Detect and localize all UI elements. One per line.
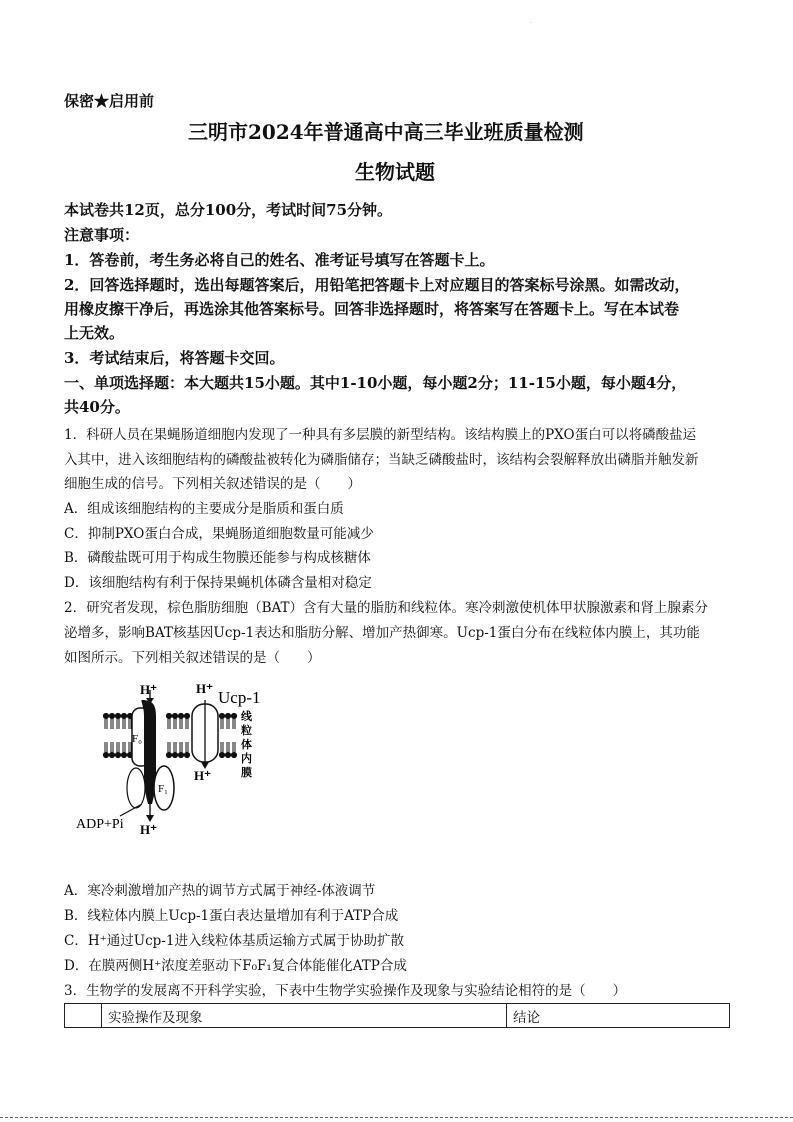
notice-line: 2．回答选择题时，选出每题答案后，用铅笔把答题卡上对应题目的答案标号涂黑。如需改动， [64,276,690,294]
table-header-cell [65,1004,102,1028]
notice-title: 注意事项： [64,226,140,244]
confidential-label: 保密★启用前 [64,92,155,110]
notice-line: 用橡皮擦干净后，再选涂其他答案标号。回答非选择题时，将答案写在答题卡上。写在本试卷 [64,300,680,318]
q1-stem-line: 1．科研人员在果蝇肠道细胞内发现了一种具有多层膜的新型结构。该结构膜上的PXO蛋白可以将磷酸盐运 [64,427,697,443]
q1-option: B．磷酸盐既可用于构成生物膜还能参与构成核糖体 [64,550,371,566]
page-bottom-divider [0,1117,793,1118]
membrane-label-char: 膜 [241,767,252,779]
table-header-cell: 结论 [507,1004,730,1028]
q2-stem-line: 如图所示。下列相关叙述错误的是（ ） [64,650,321,666]
table-header-cell: 实验操作及现象 [102,1004,507,1028]
f0-label: F₀ [132,733,142,745]
q1-option: D．该细胞结构有利于保持果蝇机体磷含量相对稳定 [64,575,372,591]
section-heading: 共40分。 [64,398,130,416]
q1-option: A．组成该细胞结构的主要成分是脂质和蛋白质 [64,501,344,517]
section-heading: 一、单项选择题：本大题共15小题。其中1-10小题，每小题2分；11-15小题，每小题4分， [64,374,687,392]
q2-option: D．在膜两侧H⁺浓度差驱动下F₀F₁复合体能催化ATP合成 [64,958,407,974]
q2-option: C．H⁺通过Ucp-1进入线粒体基质运输方式属于协助扩散 [64,933,404,949]
membrane-label-char: 体 [241,739,252,751]
adp-pi-label: ADP+Pi [76,817,124,832]
corner-mark: . [530,18,532,25]
q1-stem-line: 入其中，进入该细胞结构的磷酸盐被转化为磷脂储存；当缺乏磷酸盐时，该结构会裂解释放出磷脂并触发新 [64,452,699,468]
q1-stem-line: 细胞生成的信号。下列相关叙述错误的是（ ） [64,476,361,492]
h-ion-top-left: H⁺ [140,682,157,697]
ucp1-label: Ucp-1 [218,688,261,707]
membrane-label-char: 线 [241,711,252,723]
q2-option: B．线粒体内膜上Ucp-1蛋白表达量增加有利于ATP合成 [64,908,399,924]
notice-line: 1．答卷前，考生务必将自己的姓名、准考证号填写在答题卡上。 [64,251,495,269]
f1-label: F₁ [158,783,168,795]
membrane-label-char: 粒 [241,725,252,737]
subject-title: 生物试题 [355,160,435,184]
q1-option: C．抑制PXO蛋白合成，果蝇肠道细胞数量可能减少 [64,526,374,542]
membrane-label-char: 内 [241,753,252,765]
q2-stem-line: 2．研究者发现，棕色脂肪细胞（BAT）含有大量的脂肪和线粒体。寒冷刺激使机体甲状腺激素和肾上腺素分 [64,600,709,616]
table-row [65,1004,730,1028]
h-ion-bottom: H⁺ [140,822,157,837]
mitochondria-membrane-figure [74,676,274,840]
q3-table [64,1003,730,1028]
notice-line: 3．考试结束后，将答题卡交回。 [64,349,285,367]
exam-title: 三明市2024年普通高中高三毕业班质量检测 [188,120,584,144]
q3-stem: 3．生物学的发展离不开科学实验，下表中生物学实验操作及现象与实验结论相符的是（ ） [64,983,627,999]
h-ion-top-right: H⁺ [196,681,213,696]
q2-stem-line: 泌增多，影响BAT核基因Ucp-1表达和脂肪分解、增加产热御寒。Ucp-1蛋白分布在线粒体内膜上，其功能 [64,625,700,641]
q2-option: A．寒冷刺激增加产热的调节方式属于神经-体液调节 [64,883,376,899]
exam-info: 本试卷共12页，总分100分，考试时间75分钟。 [64,201,393,219]
notice-line: 上无效。 [64,324,125,342]
h-ion-right-bottom: H⁺ [194,768,211,783]
